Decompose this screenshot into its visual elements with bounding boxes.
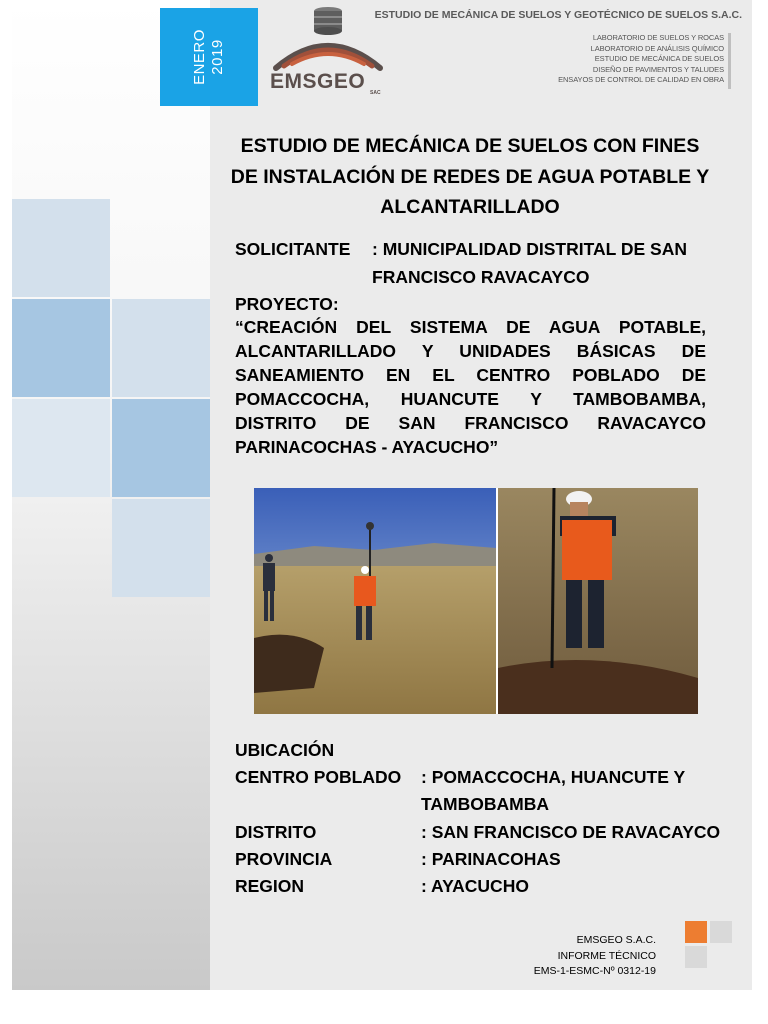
report-title-line: ALCANTARILLADO xyxy=(380,196,560,218)
region-label: REGION xyxy=(235,876,305,896)
decor-tile xyxy=(12,199,110,297)
service-item: LABORATORIO DE SUELOS Y ROCAS xyxy=(592,33,724,42)
provincia-value: : PARINACOHAS xyxy=(421,849,561,869)
date-box xyxy=(160,8,258,106)
service-item: ENSAYOS DE CONTROL DE CALIDAD EN OBRA xyxy=(558,75,724,84)
footer-doc-type: INFORME TÉCNICO xyxy=(557,949,656,962)
logo-arcs-icon xyxy=(276,46,380,68)
solicitante-value-line2: FRANCISCO RAVACAYCO xyxy=(372,267,590,287)
footer-info xyxy=(470,933,656,980)
footer-company: EMSGEO S.A.C. xyxy=(576,934,656,946)
decor-tile xyxy=(112,299,210,397)
proyecto-description: “CREACIÓN DEL SISTEMA DE AGUA POTABLE, ALCANTARILLADO Y UNIDADES BÁSICAS DE SANEAMIENTO EN EL CENTRO POBLADO DE POMACCOCHA, HUANCUTE Y TAMBOBAMBA, DISTRITO DE SAN FRANCISCO RAVACAYCO PARINACOCHAS - AYACUCHO” xyxy=(235,317,706,457)
logo-name: EMSGEO xyxy=(270,70,366,93)
solicitante-value-line1: : MUNICIPALIDAD DISTRITAL DE SAN xyxy=(372,239,687,259)
centro-poblado-label: CENTRO POBLADO xyxy=(235,767,402,787)
date-month: ENERO xyxy=(191,29,208,85)
footer-square-gray xyxy=(685,946,707,968)
distrito-label: DISTRITO xyxy=(235,822,317,842)
logo-suffix: SAC xyxy=(370,90,381,96)
region-value: : AYACUCHO xyxy=(421,876,529,896)
company-title: ESTUDIO DE MECÁNICA DE SUELOS Y GEOTÉCNICO DE SUELOS S.A.C. xyxy=(374,9,742,21)
service-item: DISEÑO DE PAVIMENTOS Y TALUDES xyxy=(592,64,724,74)
report-title xyxy=(230,131,710,223)
photo-surveyor xyxy=(498,488,698,714)
date-year: 2019 xyxy=(209,39,226,75)
decor-tile xyxy=(12,399,110,497)
report-title-line: DE INSTALACIÓN DE REDES DE AGUA POTABLE Y xyxy=(230,165,710,188)
photo-survey-site xyxy=(254,488,496,714)
ubicacion-heading: UBICACIÓN xyxy=(235,740,335,760)
services-list xyxy=(470,33,724,86)
report-title-line: ESTUDIO DE MECÁNICA DE SUELOS CON FINES xyxy=(240,135,700,157)
footer-square-orange xyxy=(685,921,707,943)
service-item: ESTUDIO DE MECÁNICA DE SUELOS xyxy=(594,54,724,63)
centro-poblado-value-line1: : POMACCOCHA, HUANCUTE Y xyxy=(421,767,686,787)
centro-poblado-value-line2: TAMBOBAMBA xyxy=(421,794,549,814)
left-decorative-strip xyxy=(12,0,210,990)
footer-square-gray xyxy=(710,921,732,943)
footer-code: EMS-1-ESMC-Nº 0312-19 xyxy=(533,965,656,977)
date-label xyxy=(191,29,227,85)
decor-tile xyxy=(112,499,210,597)
decor-tile xyxy=(12,299,110,397)
distrito-value: : SAN FRANCISCO DE RAVACAYCO xyxy=(421,822,721,842)
proyecto-label: PROYECTO: xyxy=(235,294,339,314)
field-photos xyxy=(254,488,698,714)
service-item: LABORATORIO DE ANÁLISIS QUÍMICO xyxy=(590,43,724,53)
logo-barrel-icon xyxy=(314,7,342,35)
services-divider xyxy=(728,33,731,89)
solicitante-label: SOLICITANTE xyxy=(235,239,351,259)
provincia-label: PROVINCIA xyxy=(235,849,333,869)
decor-tile xyxy=(112,399,210,497)
